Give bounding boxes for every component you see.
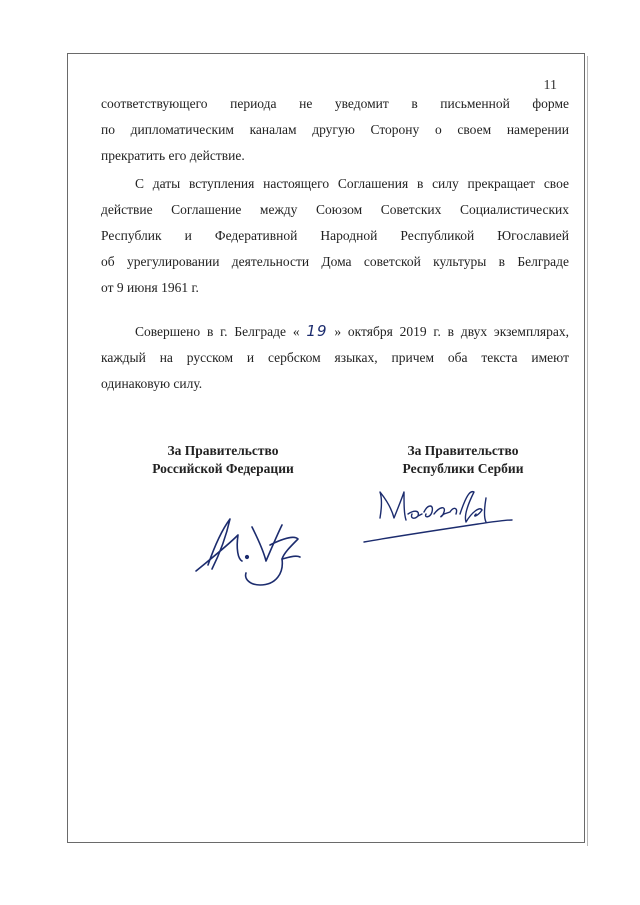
signature-block-russia (128, 442, 318, 478)
done-at-suffix: » октября 2019 г. в двух экземплярах, (334, 324, 570, 339)
paragraph-termination (101, 91, 569, 169)
signature-heading-line2: Российской Федерации (152, 461, 294, 476)
text-line: по дипломатическим каналам другую Сторону о своем намерении (101, 122, 569, 137)
text-line: С даты вступления настоящего Соглашения в силу прекращает свое (135, 176, 569, 191)
signature-heading-line2: Республики Сербии (402, 461, 524, 476)
text-line: каждый на русском и сербском языках, причем оба текста имеют (101, 350, 569, 365)
done-at-prefix: Совершено в г. Белграде « (135, 324, 300, 339)
text-line: об урегулировании деятельности Дома советской культуры в Белграде (101, 254, 569, 269)
text-line: Республик и Федеративной Народной Республикой Югославией (101, 228, 569, 243)
signature-heading-line1: За Правительство (407, 443, 519, 458)
text-line: одинаковую силу. (101, 376, 203, 391)
signature-heading-line1: За Правительство (167, 443, 279, 458)
text-line (101, 318, 569, 345)
page-frame (67, 53, 585, 843)
page-number: 11 (543, 78, 557, 93)
signature-russia (186, 487, 306, 592)
paragraph-previous-agreement (101, 171, 569, 301)
paragraph-done-at (101, 318, 569, 397)
text-line: соответствующего периода не уведомит в письменной форме (101, 96, 569, 111)
signature-block-serbia (368, 442, 558, 478)
handwritten-day: 19 (306, 322, 328, 340)
text-line: прекратить его действие. (101, 148, 245, 163)
text-line: действие Соглашение между Союзом Советских Социалистических (101, 202, 569, 217)
text-line: от 9 июня 1961 г. (101, 280, 199, 295)
signature-serbia (358, 484, 518, 552)
